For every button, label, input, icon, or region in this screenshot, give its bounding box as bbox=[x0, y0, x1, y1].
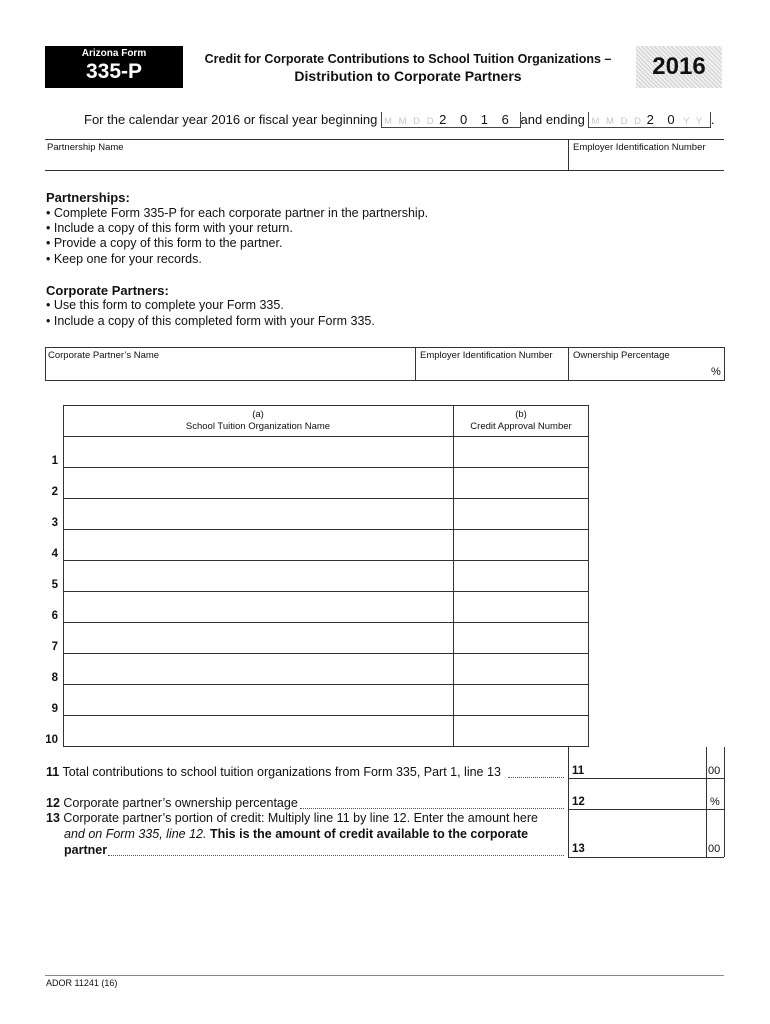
sto-name-cell[interactable] bbox=[64, 685, 452, 714]
row-number: 3 bbox=[51, 517, 58, 529]
sto-name-cell[interactable] bbox=[64, 623, 452, 652]
divider bbox=[415, 347, 416, 381]
col-a-header: School Tuition Organization Name bbox=[185, 421, 331, 432]
line-11-number: 11 bbox=[46, 765, 60, 779]
credit-approval-cell[interactable] bbox=[454, 437, 588, 466]
tax-year: 2016 bbox=[636, 46, 722, 88]
row-number: 4 bbox=[51, 548, 58, 560]
ownership-percentage-field[interactable] bbox=[571, 363, 706, 379]
line-13-box-number: 13 bbox=[572, 843, 585, 855]
percent-sign: % bbox=[711, 366, 721, 378]
row-number: 9 bbox=[51, 703, 58, 715]
row-number: 8 bbox=[51, 672, 58, 684]
credit-approval-cell[interactable] bbox=[454, 654, 588, 683]
partnerships-item: • Include a copy of this form with your return. bbox=[46, 221, 293, 235]
end-date-placeholder: M M D D bbox=[591, 116, 643, 127]
partnerships-item: • Provide a copy of this form to the partner. bbox=[46, 236, 283, 250]
sto-name-cell[interactable] bbox=[64, 592, 452, 621]
row-number: 5 bbox=[51, 579, 58, 591]
form-number-box bbox=[45, 46, 183, 88]
sto-name-cell[interactable] bbox=[64, 654, 452, 683]
line-11-amount-field[interactable] bbox=[592, 750, 704, 776]
sto-name-cell[interactable] bbox=[64, 437, 452, 466]
form-label: Arizona Form bbox=[81, 48, 147, 59]
credit-approval-cell[interactable] bbox=[454, 499, 588, 528]
line-11-text: Total contributions to school tuition organizations from Form 335, Part 1, line 13 bbox=[62, 765, 501, 779]
line-13-text: Corporate partner’s portion of credit: Multiply line 11 by line 12. Enter the amount here bbox=[63, 811, 538, 825]
credit-approval-cell[interactable] bbox=[454, 468, 588, 497]
line-11-box-number: 11 bbox=[572, 765, 585, 777]
credit-approval-cell[interactable] bbox=[454, 716, 588, 745]
line-12 bbox=[46, 796, 298, 810]
tax-period-line bbox=[84, 112, 715, 127]
col-b-letter: (b) bbox=[515, 409, 527, 420]
line-11 bbox=[46, 765, 501, 779]
begin-date-field[interactable] bbox=[381, 112, 520, 128]
corporate-partners-item: • Include a copy of this completed form with your Form 335. bbox=[46, 314, 375, 328]
row-number: 1 bbox=[51, 455, 58, 467]
partnership-name-label: Partnership Name bbox=[47, 142, 124, 153]
line-13-number: 13 bbox=[46, 811, 60, 825]
form-title-line2: Distribution to Corporate Partners bbox=[294, 68, 522, 84]
begin-year: 2 0 1 6 bbox=[439, 112, 514, 127]
credit-approval-cell[interactable] bbox=[454, 530, 588, 559]
divider bbox=[568, 347, 569, 381]
period-prefix: For the calendar year 2016 or fiscal year beginning bbox=[84, 112, 378, 127]
col-a-letter: (a) bbox=[252, 409, 264, 420]
row-number: 7 bbox=[51, 641, 58, 653]
corporate-partner-ein-field[interactable] bbox=[418, 363, 565, 379]
end-date-field[interactable] bbox=[588, 112, 710, 128]
partnership-ein-label: Employer Identification Number bbox=[573, 142, 706, 153]
sto-name-cell[interactable] bbox=[64, 561, 452, 590]
period-middle: and ending bbox=[520, 112, 585, 127]
row-number: 2 bbox=[51, 486, 58, 498]
line-12-text: Corporate partner’s ownership percentage bbox=[63, 796, 298, 810]
row-number: 6 bbox=[51, 610, 58, 622]
end-year: 2 0 bbox=[646, 112, 680, 127]
form-title-line1: Credit for Corporate Contributions to School Tuition Organizations – bbox=[204, 52, 612, 66]
divider bbox=[724, 747, 725, 857]
corporate-partners-heading: Corporate Partners: bbox=[46, 283, 169, 298]
line-13-italic: and on Form 335, line 12. bbox=[64, 827, 207, 841]
partnership-name-field[interactable] bbox=[45, 155, 565, 169]
form-code: ADOR 11241 (16) bbox=[46, 978, 118, 988]
partnerships-heading: Partnerships: bbox=[46, 190, 130, 205]
end-year-placeholder: Y Y bbox=[683, 116, 705, 127]
footer-divider bbox=[45, 975, 724, 976]
sto-name-cell[interactable] bbox=[64, 468, 452, 497]
partnerships-item: • Keep one for your records. bbox=[46, 252, 202, 266]
line-12-box-number: 12 bbox=[572, 796, 585, 808]
corporate-partner-ein-label: Employer Identification Number bbox=[420, 350, 553, 361]
line-13-cents: 00 bbox=[708, 843, 721, 855]
sto-name-cell[interactable] bbox=[64, 499, 452, 528]
line-13-amount-field[interactable] bbox=[592, 812, 704, 855]
credit-approval-cell[interactable] bbox=[454, 685, 588, 714]
row-number: 10 bbox=[45, 734, 58, 746]
divider bbox=[568, 778, 724, 779]
period-suffix: . bbox=[710, 112, 715, 127]
corporate-partners-item: • Use this form to complete your Form 335. bbox=[46, 298, 284, 312]
divider bbox=[706, 747, 707, 857]
line-13-end bbox=[64, 843, 107, 857]
credit-approval-cell[interactable] bbox=[454, 561, 588, 590]
credit-approval-cell[interactable] bbox=[454, 623, 588, 652]
ownership-percentage-label: Ownership Percentage bbox=[573, 350, 670, 361]
divider bbox=[45, 139, 724, 140]
line-13-bold: This is the amount of credit available to the corporate bbox=[209, 827, 529, 841]
divider bbox=[568, 747, 569, 857]
divider bbox=[45, 170, 724, 171]
line-12-number: 12 bbox=[46, 796, 60, 810]
sto-name-cell[interactable] bbox=[64, 716, 452, 745]
divider bbox=[568, 809, 724, 810]
begin-date-placeholder: M M D D bbox=[384, 116, 436, 127]
credit-approval-cell[interactable] bbox=[454, 592, 588, 621]
leader-dots bbox=[508, 777, 564, 778]
leader-dots bbox=[108, 855, 564, 856]
divider bbox=[568, 857, 724, 858]
line-11-cents: 00 bbox=[708, 765, 721, 777]
partnership-ein-field[interactable] bbox=[570, 155, 722, 169]
col-b-header: Credit Approval Number bbox=[470, 421, 572, 432]
line-12-percent: % bbox=[710, 796, 720, 808]
line-12-percentage-field[interactable] bbox=[592, 781, 704, 807]
corporate-partner-name-field[interactable] bbox=[47, 363, 412, 379]
partnerships-item: • Complete Form 335-P for each corporate partner in the partnership. bbox=[46, 206, 429, 220]
corporate-partner-name-label: Corporate Partner’s Name bbox=[48, 350, 160, 361]
line-13-continued bbox=[64, 827, 528, 841]
line-13 bbox=[46, 811, 538, 825]
sto-name-cell[interactable] bbox=[64, 530, 452, 559]
line-13-partner: partner bbox=[64, 843, 108, 857]
divider bbox=[568, 139, 569, 170]
form-number: 335-P bbox=[85, 60, 143, 83]
leader-dots bbox=[300, 808, 564, 809]
